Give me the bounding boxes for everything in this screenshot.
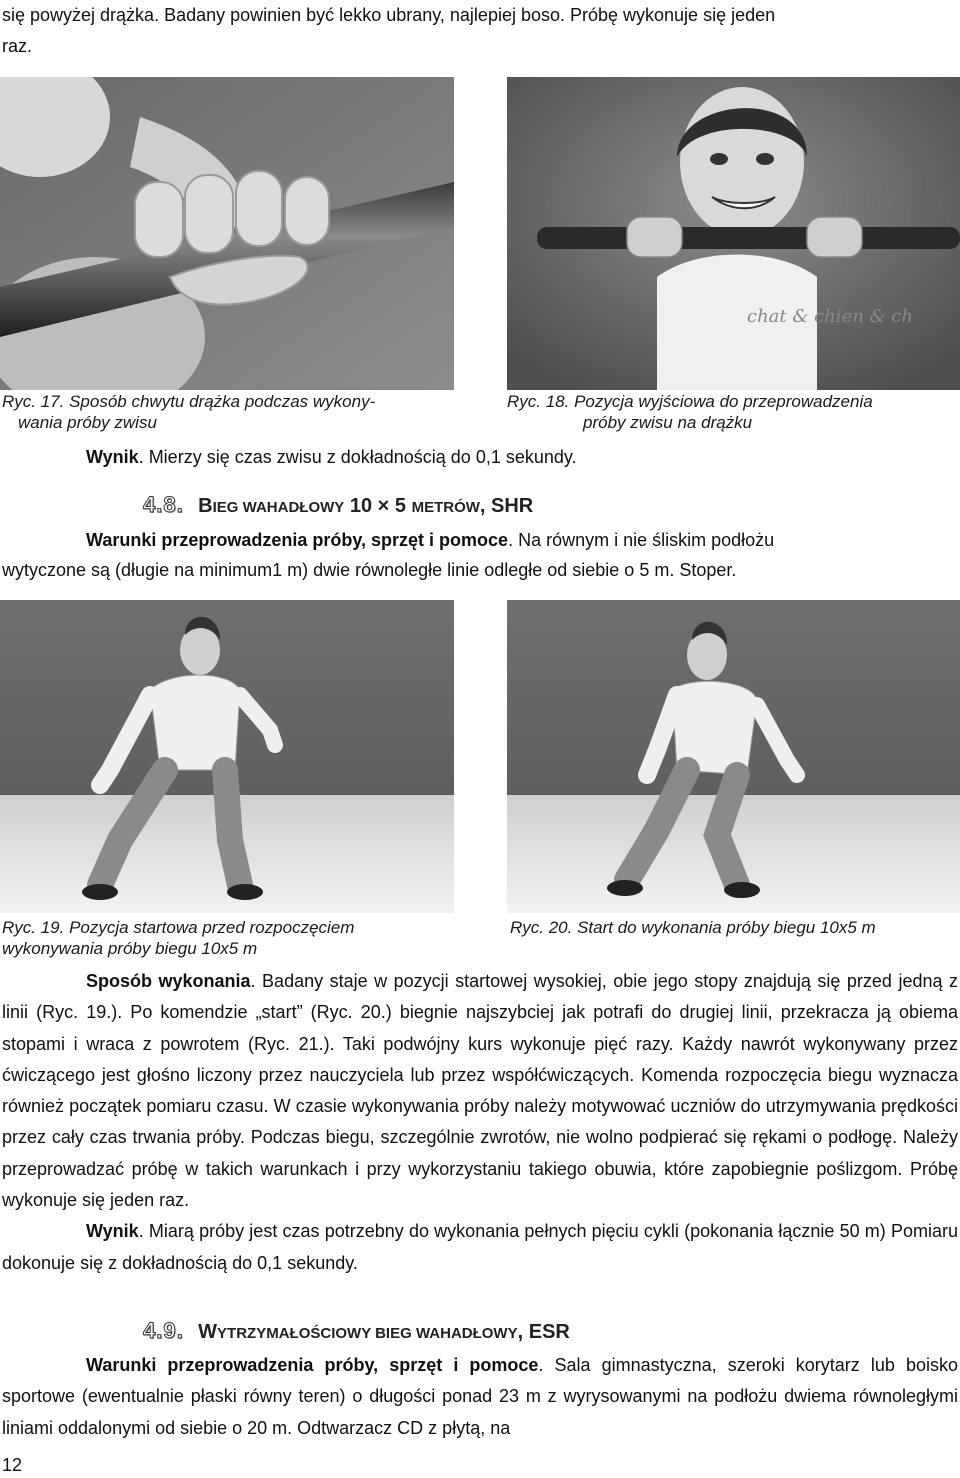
section49-conditions-label: Warunki przeprowadzenia próby, sprzęt i pomoce (86, 1355, 539, 1375)
section48-title-unit: METRÓW (411, 499, 480, 516)
section48-title-code: , SHR (479, 495, 534, 517)
section49-conditions (2, 1350, 958, 1444)
photo-ryc20 (507, 600, 960, 913)
caption-ryc20 (510, 917, 876, 938)
caption-ryc18-line2: próby zwisu na drążku (583, 413, 753, 432)
caption-ryc18-num: Ryc. 18. (507, 392, 570, 411)
section48-conditions-text: . Na równym i nie śliskim podłożu (508, 530, 775, 550)
caption-ryc20-text: Start do wykonania próby biegu 10x5 m (577, 918, 876, 937)
caption-ryc17 (2, 391, 375, 433)
caption-ryc17-line1 (2, 391, 375, 412)
caption-ryc20-num: Ryc. 20. (510, 918, 573, 937)
shirt-print: chat & chien & ch (747, 306, 913, 327)
top-text-line2: raz. (2, 36, 33, 56)
section49-conditions-paragraph (2, 1350, 958, 1444)
section48-conditions-line2: wytyczone są (długie na minimum1 m) dwie równoległe linie odległe od siebie o 5 m. Stoper. (2, 560, 737, 580)
photo-ryc17-graphic (0, 77, 454, 390)
caption-ryc18-text: Pozycja wyjściowa do przeprowadzenia (574, 392, 873, 411)
top-text-line1: się powyżej drążka. Badany powinien być lekko ubrany, najlepiej boso. Próbę wykonuje się jeden (2, 5, 776, 25)
caption-ryc19-num: Ryc. 19. (2, 918, 65, 937)
caption-ryc19 (2, 917, 354, 959)
photo-ryc19 (0, 600, 454, 913)
result2-text (2, 1216, 958, 1279)
section48-title-initial: B (198, 495, 213, 517)
photo-ryc18-graphic (507, 77, 960, 390)
section48-conditions-line1 (86, 529, 774, 551)
caption-ryc19-text: Pozycja startowa przed rozpoczęciem (69, 918, 355, 937)
section49-title-rest: YTRZYMAŁOŚCIOWY BIEG WAHADŁOWY (217, 1325, 518, 1342)
caption-ryc17-line2: wania próby zwisu (18, 413, 157, 432)
section48-heading (143, 492, 533, 518)
section49-title-initial: W (198, 1321, 218, 1343)
section49-conditions-text: . Sala gimnastyczna, szeroki korytarz lub boisko sportowe (ewentualnie płaski równy teren) o długości ponad 23 m z wyrysowanymi na podłożu dwiema równoległymi liniami oddalonymi od siebie o 20 m. Odtwarzacz CD z płytą, na (2, 1355, 958, 1438)
section49-number: 4.9. (143, 1318, 184, 1343)
caption-ryc17-num: Ryc. 17. (2, 392, 65, 411)
section49-heading (143, 1318, 570, 1344)
section48-title (198, 495, 533, 517)
caption-ryc19-line2: wykonywania próby biegu 10x5 m (2, 939, 258, 958)
section49-title-code: , ESR (517, 1321, 570, 1343)
method-text (2, 966, 958, 1216)
photo-ryc19-graphic (0, 600, 454, 913)
caption-ryc17-text: Sposób chwytu drążka podczas wykony- (69, 392, 376, 411)
photo-ryc18 (507, 77, 960, 390)
section48-conditions-label: Warunki przeprowadzenia próby, sprzęt i pomoce (86, 530, 509, 550)
page-number: 12 (2, 1455, 23, 1475)
caption-ryc18-line1 (507, 391, 873, 412)
result1-paragraph (86, 446, 577, 468)
photo-ryc20-graphic (507, 600, 960, 913)
section48-title-value: 10 × 5 (349, 495, 407, 517)
section49-title (198, 1321, 570, 1343)
photo-ryc17 (0, 77, 454, 390)
result2-label: Wynik (86, 1221, 139, 1242)
result2-body: . Miarą próby jest czas potrzebny do wykonania pełnych pięciu cykli (pokonania łącznie 50 m) Pomiaru dokonuje się z dokładnością do 0,1 sekundy. (2, 1221, 958, 1273)
section48-number: 4.8. (143, 492, 184, 517)
caption-ryc19-line1 (2, 917, 354, 938)
caption-ryc18 (507, 391, 873, 433)
result1-label: Wynik (86, 447, 139, 467)
section48-title-rest: IEG WAHADŁOWY (212, 499, 345, 516)
method-paragraph (2, 966, 958, 1279)
method-body: . Badany staje w pozycji startowej wysokiej, obie jego stopy znajdują się przed jedną z linii (Ryc. 19.). Po komendzie „start” (Ryc. 20.) biegnie najszybciej jak potrafi do drugiej linii, przekracza ją obiema stopami i wraca z powrotem (Ryc. 21.). Taki podwójny kurs wykonuje pięć razy. Każdy nawrót wykonywany przez ćwiczącego jest głośno liczony przez nauczyciela lub przez współćwiczących. Komenda rozpoczęcia biegu wyznacza również początek pomiaru czasu. W czasie wykonywania próby należy motywować uczniów do utrzymywania prędkości przez cały czas trwania próby. Podczas biegu, szczególnie zwrotów, nie wolno podpierać się rękami o podłogę. Należy przeprowadzać próbę w takich warunkach i przy wykorzystaniu takiego obuwia, które zapobiegnie poślizgom. Próbę wykonuje się jeden raz. (2, 971, 958, 1211)
method-label: Sposób wykonania (86, 971, 251, 991)
result1-text: . Mierzy się czas zwisu z dokładnością do 0,1 sekundy. (138, 447, 577, 467)
